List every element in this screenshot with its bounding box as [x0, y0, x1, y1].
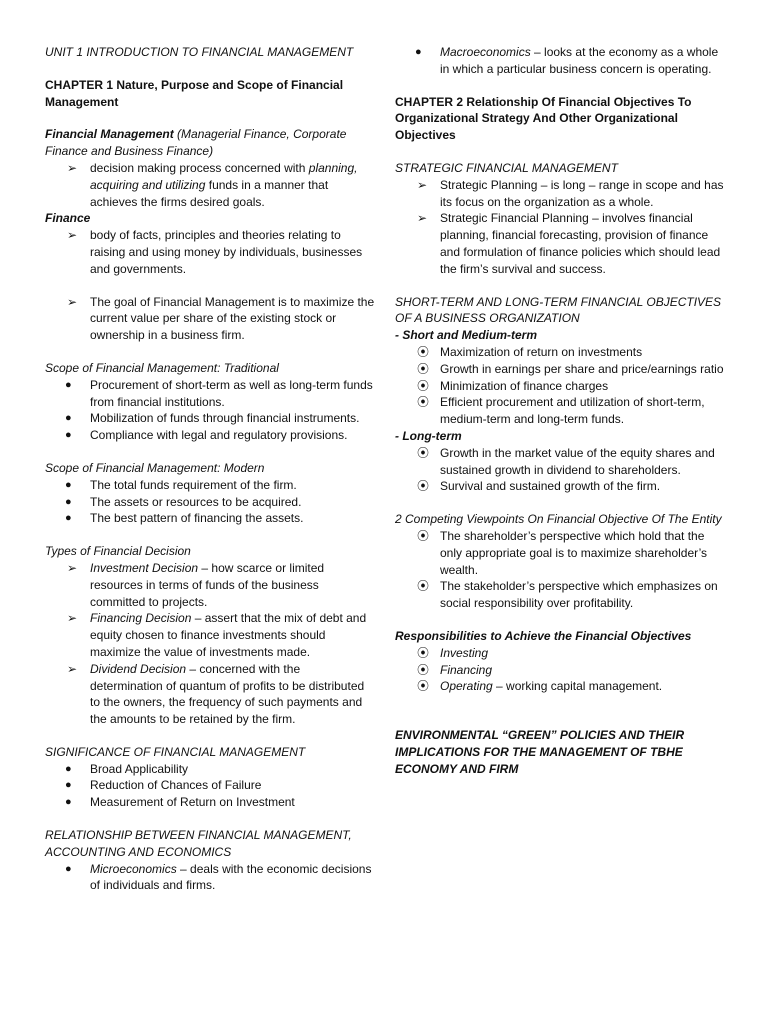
short-term-list	[395, 344, 727, 428]
list-item: ➢ The goal of Financial Management is to maximize the current value per share of the existing stock or ownership in a business firm.	[67, 294, 375, 343]
objectives-title: SHORT-TERM AND LONG-TERM FINANCIAL OBJECTIVES OF A BUSINESS ORGANIZATION	[395, 294, 722, 326]
list-item: ➢ Strategic Planning – is long – range in scope and has its focus on the organization as a whole.	[417, 177, 724, 209]
chapter-2-title: CHAPTER 2 Relationship Of Financial Objectives To Organizational Strategy And Other Organizational Objectives	[395, 94, 692, 143]
relationship-list	[45, 861, 375, 895]
goal-list	[45, 294, 375, 344]
list-item: ● Reduction of Chances of Failure	[65, 778, 262, 793]
list-item: ⦿ Growth in the market value of the equity shares and sustained growth in dividend to shareholders.	[417, 445, 715, 477]
significance-title: SIGNIFICANCE OF FINANCIAL MANAGEMENT	[45, 744, 306, 759]
list-item: ➢ Dividend Decision – concerned with the determination of quantum of profits to be distributed to the owners, the frequency of such payments and the amounts to be retained by the firm.	[67, 661, 365, 727]
circle-bullet-icon: ⦿	[417, 479, 430, 494]
list-item: ⦿ Survival and sustained growth of the firm.	[417, 479, 661, 494]
arrow-bullet-icon: ➢	[67, 160, 78, 175]
list-item: ➢ Strategic Financial Planning – involves financial planning, financial forecasting, provision of finance and formulation of finance policies which should lead the firm’s survival and success.	[417, 211, 721, 276]
viewpoints-title: 2 Competing Viewpoints On Financial Objective Of The Entity	[395, 512, 722, 527]
list-item: ● The total funds requirement of the firm.	[65, 477, 297, 492]
list-item: ⦿ Financing	[417, 662, 493, 677]
list-item: ● Mobilization of funds through financial instruments.	[65, 411, 360, 426]
arrow-bullet-icon: ➢	[67, 560, 78, 575]
list-item: ➢ decision making process concerned with planning, acquiring and utilizing funds in a manner that achieves the firms desired goals.	[67, 160, 358, 209]
list-item: ➢ body of facts, principles and theories relating to raising and using money by individuals, businesses and governments.	[67, 228, 363, 276]
list-item: ⦿ Operating – working capital management.	[417, 679, 663, 694]
circle-bullet-icon: ⦿	[417, 344, 430, 359]
circle-bullet-icon: ⦿	[417, 445, 430, 460]
list-item: ⦿ Growth in earnings per share and price/earnings ratio	[417, 361, 724, 376]
responsibilities-list	[395, 645, 727, 695]
list-item: ● Broad Applicability	[65, 761, 189, 776]
unit-title: UNIT 1 INTRODUCTION TO FINANCIAL MANAGEMENT	[45, 45, 354, 59]
list-item: ➢ Investment Decision – how scarce or limited resources in terms of funds of the business committed to projects.	[67, 560, 325, 609]
finance-label: Finance	[45, 211, 91, 226]
dot-bullet-icon: ●	[65, 762, 72, 775]
scope-modern-list	[45, 477, 375, 527]
list-item: ⦿ Maximization of return on investments	[417, 344, 643, 359]
circle-bullet-icon: ⦿	[417, 528, 430, 543]
circle-bullet-icon: ⦿	[417, 645, 430, 660]
list-item: ⦿ Efficient procurement and utilization of short-term, medium-term and long-term funds.	[417, 395, 705, 427]
arrow-bullet-icon: ➢	[67, 611, 78, 626]
long-term-label: - Long-term	[395, 428, 462, 443]
circle-bullet-icon: ⦿	[417, 679, 430, 694]
scope-traditional-title: Scope of Financial Management: Traditional	[45, 360, 279, 375]
arrow-bullet-icon: ➢	[67, 661, 78, 676]
circle-bullet-icon: ⦿	[417, 662, 430, 677]
types-list	[45, 560, 375, 728]
list-item: ⦿ The shareholder’s perspective which hold that the only appropriate goal is to maximize shareholder’s wealth.	[417, 528, 708, 577]
dot-bullet-icon: ●	[65, 378, 72, 391]
list-item: ⦿ The stakeholder’s perspective which emphasizes on social responsibility over profitability.	[417, 579, 718, 611]
circle-bullet-icon: ⦿	[417, 395, 430, 410]
scope-modern-title: Scope of Financial Management: Modern	[45, 460, 265, 475]
scope-traditional-list	[45, 377, 375, 444]
long-term-list	[395, 445, 727, 495]
circle-bullet-icon: ⦿	[417, 361, 430, 376]
list-item: ● Measurement of Return on Investment	[65, 795, 295, 810]
list-item: ● Compliance with legal and regulatory provisions.	[65, 428, 348, 443]
sfm-list	[395, 177, 727, 278]
dot-bullet-icon: ●	[65, 495, 72, 508]
list-item: ● Microeconomics – deals with the economic decisions of individuals and firms.	[65, 861, 372, 893]
dot-bullet-icon: ●	[65, 512, 72, 525]
short-term-label: - Short and Medium-term	[395, 328, 538, 343]
list-item: ● The assets or resources to be acquired.	[65, 494, 302, 509]
arrow-bullet-icon: ➢	[67, 294, 78, 309]
types-title: Types of Financial Decision	[45, 544, 191, 559]
viewpoints-list	[395, 528, 727, 612]
fm-heading	[45, 126, 375, 160]
chapter-1-title: CHAPTER 1 Nature, Purpose and Scope of Financial Management	[45, 77, 344, 109]
dot-bullet-icon: ●	[65, 478, 72, 491]
list-item: ● Macroeconomics – looks at the economy as a whole in which a particular business concern is operating.	[415, 45, 719, 76]
dot-bullet-icon: ●	[65, 796, 72, 809]
list-item: ● Procurement of short-term as well as long-term funds from financial institutions.	[65, 377, 373, 409]
right-column	[395, 44, 727, 777]
fm-aka: (Managerial Finance, Corporate Finance and Business Finance)	[45, 127, 347, 159]
finance-definition-list	[45, 227, 375, 277]
significance-list	[45, 761, 375, 811]
list-item: ➢ Financing Decision – assert that the mix of debt and equity chosen to finance investments should maximize the value of investments made.	[67, 611, 367, 659]
list-item: ⦿ Minimization of finance charges	[417, 378, 609, 393]
dot-bullet-icon: ●	[65, 412, 72, 425]
responsibilities-title: Responsibilities to Achieve the Financial Objectives	[395, 628, 692, 643]
dot-bullet-icon: ●	[65, 779, 72, 792]
circle-bullet-icon: ⦿	[417, 378, 430, 393]
fm-label: Financial Management	[45, 127, 174, 142]
dot-bullet-icon: ●	[65, 862, 72, 875]
dot-bullet-icon: ●	[415, 46, 422, 58]
list-item: ● The best pattern of financing the assets.	[65, 511, 304, 526]
macro-list	[395, 44, 727, 78]
circle-bullet-icon: ⦿	[417, 579, 430, 594]
fm-definition-list	[45, 160, 375, 210]
list-item: ⦿ Investing	[417, 645, 489, 660]
dot-bullet-icon: ●	[65, 429, 72, 442]
left-column	[45, 44, 375, 894]
environmental-title: ENVIRONMENTAL “GREEN” POLICIES AND THEIR IMPLICATIONS FOR THE MANAGEMENT OF TBHE ECONOMY AND FIRM	[395, 728, 685, 776]
relationship-title: RELATIONSHIP BETWEEN FINANCIAL MANAGEMENT, ACCOUNTING AND ECONOMICS	[45, 828, 352, 859]
arrow-bullet-icon: ➢	[417, 177, 428, 192]
sfm-title: STRATEGIC FINANCIAL MANAGEMENT	[395, 160, 618, 175]
arrow-bullet-icon: ➢	[417, 211, 428, 226]
arrow-bullet-icon: ➢	[67, 228, 78, 243]
